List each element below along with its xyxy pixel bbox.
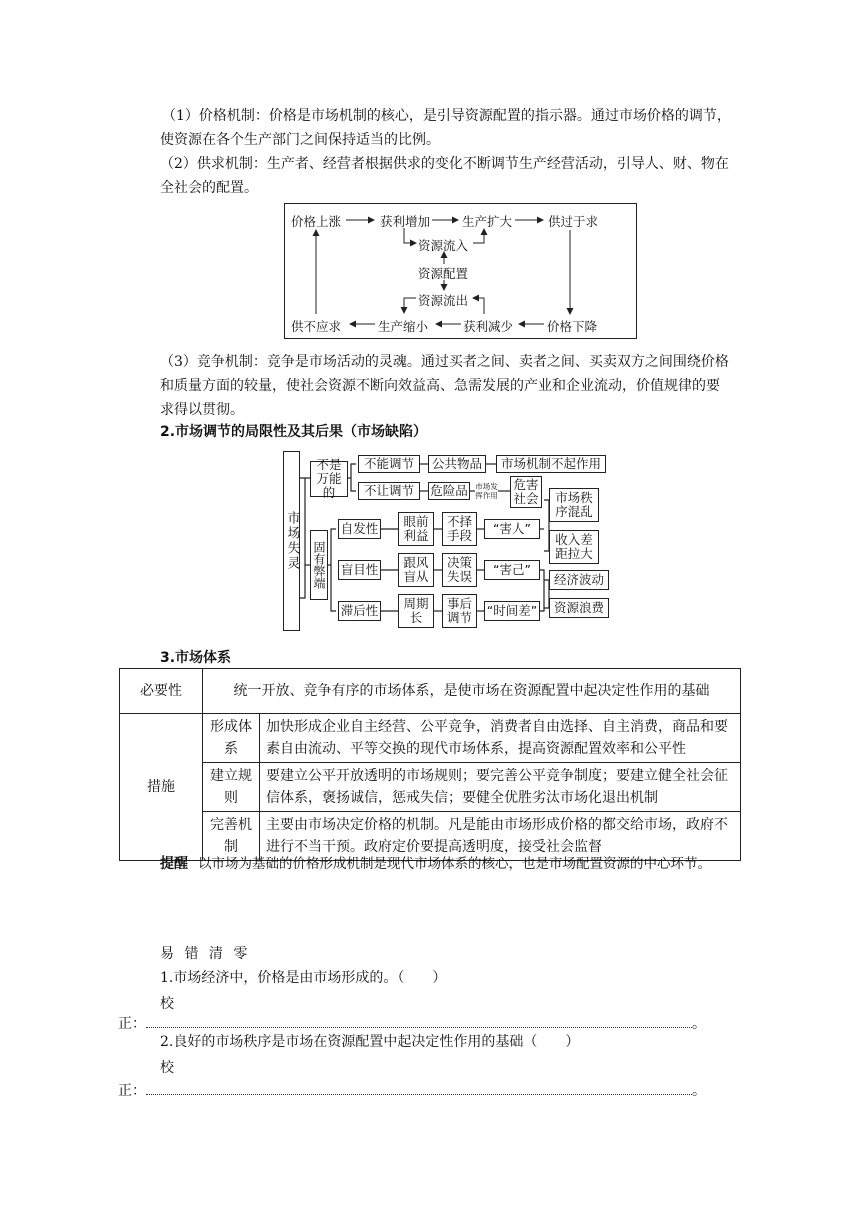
line-end-2: 。 — [692, 1083, 706, 1099]
follow-trend-box: 跟风盲从 — [398, 553, 434, 587]
not-allowed-regulate-box: 不让调节 — [358, 482, 420, 500]
competition-mechanism-paragraph: （3）竞争机制：竞争是市场活动的灵魂。通过买者之间、卖者之间、买卖双方之间围绕价格和质量方面的较量，使社会资源不断向效益高、急需发展的产业和企业流动，价值规律的要求得以贯彻。 — [160, 354, 729, 418]
harm-society-box: 危害社会 — [510, 476, 542, 508]
market-role-label: 市场发挥作用 — [475, 482, 498, 500]
quiz-question-1[interactable]: 1.市场经济中，价格是由市场形成的。（ ） — [160, 970, 447, 986]
measure-label-rules: 建立规则 — [203, 763, 260, 812]
measure-label-mechanism: 完善机制 — [203, 812, 260, 861]
answer-dotted-line-1[interactable] — [146, 1027, 692, 1028]
harm-others-box: “害人” — [484, 519, 540, 539]
lag-box: 滞后性 — [338, 601, 381, 621]
harm-self-box: “害己” — [484, 560, 540, 580]
mechanism-ineffective-box: 市场机制不起作用 — [496, 455, 606, 473]
after-adjust-box: 事后调节 — [442, 594, 477, 628]
flow-short-supply: 供不应求 — [291, 319, 342, 334]
flow-profit-up: 获利增加 — [380, 214, 431, 229]
income-gap-box: 收入差距拉大 — [549, 530, 599, 564]
economic-fluctuation-box: 经济波动 — [549, 570, 609, 590]
flow-resource-allocation: 资源配置 — [418, 266, 469, 281]
correction-label-b-1: 正： — [118, 1016, 146, 1032]
supply-demand-paragraph: （2）供求机制：生产者、经营者根据供求的变化不断调节生产经营活动，引导人、财、物在全社会的配置。 — [160, 156, 729, 196]
public-goods-box: 公共物品 — [428, 455, 486, 473]
by-any-means-box: 不择手段 — [442, 512, 477, 546]
long-cycle-box: 周期长 — [398, 594, 434, 628]
flow-resources-out: 资源流出 — [418, 293, 469, 308]
flow-supply-exceeds: 供过于求 — [548, 214, 599, 229]
measure-text-rules: 要建立公平开放透明的市场规则；要完善公平竞争制度；要建立健全社会征信体系，褒扬诚信，惩戒失信；要健全优胜劣汰市场化退出机制 — [260, 763, 741, 812]
price-mechanism-paragraph: （1）价格机制：价格是市场机制的核心，是引导资源配置的指示器。通过市场价格的调节，使资源在各个生产部门之间保持适当的比例。 — [160, 108, 731, 148]
cannot-regulate-box: 不能调节 — [358, 455, 420, 473]
measure-text-system: 加快形成企业自主经营、公平竞争，消费者自由选择、自主消费，商品和要素自由流动、平等交换的现代市场体系，提高资源配置效率和公平性 — [260, 714, 741, 763]
line-end-1: 。 — [692, 1016, 706, 1032]
flow-production-expand: 生产扩大 — [462, 214, 513, 229]
market-system-table — [119, 668, 741, 861]
blindness-box: 盲目性 — [338, 560, 381, 580]
correction-label-a-1: 校 — [160, 996, 174, 1012]
inherent-flaws-box: 固有弊端 — [310, 530, 328, 600]
reminder-text: 以市场为基础的价格形成机制是现代市场体系的核心，也是市场配置资源的中心环节。 — [198, 856, 711, 872]
not-omnipotent-box: 不是万能的 — [310, 461, 348, 497]
wrong-decision-box: 决策失误 — [442, 553, 477, 587]
correction-line-2[interactable] — [118, 1079, 738, 1103]
reminder-label: 提醒 — [160, 856, 188, 872]
immediate-interest-box: 眼前利益 — [398, 512, 434, 546]
answer-dotted-line-2[interactable] — [146, 1094, 692, 1095]
flow-resources-in: 资源流入 — [418, 238, 469, 253]
quiz-question-2[interactable]: 2.良好的市场秩序是市场在资源配置中起决定性作用的基础（ ） — [160, 1034, 580, 1050]
measure-text-mechanism: 主要由市场决定价格的机制。凡是能由市场形成价格的都交给市场，政府不进行不当干预。政府定价要提高透明度，接受社会监督 — [260, 812, 741, 861]
dangerous-goods-box: 危险品 — [428, 482, 470, 500]
measures-label: 措施 — [120, 714, 203, 861]
quiz-heading: 易 错 清 零 — [160, 946, 251, 962]
market-disorder-box: 市场秩序混乱 — [549, 488, 599, 522]
measure-label-system: 形成体系 — [203, 714, 260, 763]
spontaneity-box: 自发性 — [338, 519, 381, 539]
necessity-text: 统一开放、竞争有序的市场体系，是使市场在资源配置中起决定性作用的基础 — [203, 669, 741, 714]
flow-production-shrink: 生产缩小 — [378, 319, 429, 334]
reminder — [139, 852, 731, 876]
correction-label-a-2: 校 — [160, 1060, 174, 1076]
flow-price-down: 价格下降 — [547, 319, 598, 334]
time-gap-box: “时间差” — [484, 601, 540, 621]
flow-profit-down: 获利减少 — [463, 319, 514, 334]
section-2-title: 2.市场调节的局限性及其后果（市场缺陷） — [160, 424, 428, 440]
market-failure-root: 市场失灵 — [283, 451, 300, 631]
necessity-label: 必要性 — [120, 669, 203, 714]
correction-label-b-2: 正： — [118, 1083, 146, 1099]
flow-price-up: 价格上涨 — [291, 214, 342, 229]
resource-waste-box: 资源浪费 — [549, 598, 609, 618]
section-3-title: 3.市场体系 — [160, 650, 232, 666]
